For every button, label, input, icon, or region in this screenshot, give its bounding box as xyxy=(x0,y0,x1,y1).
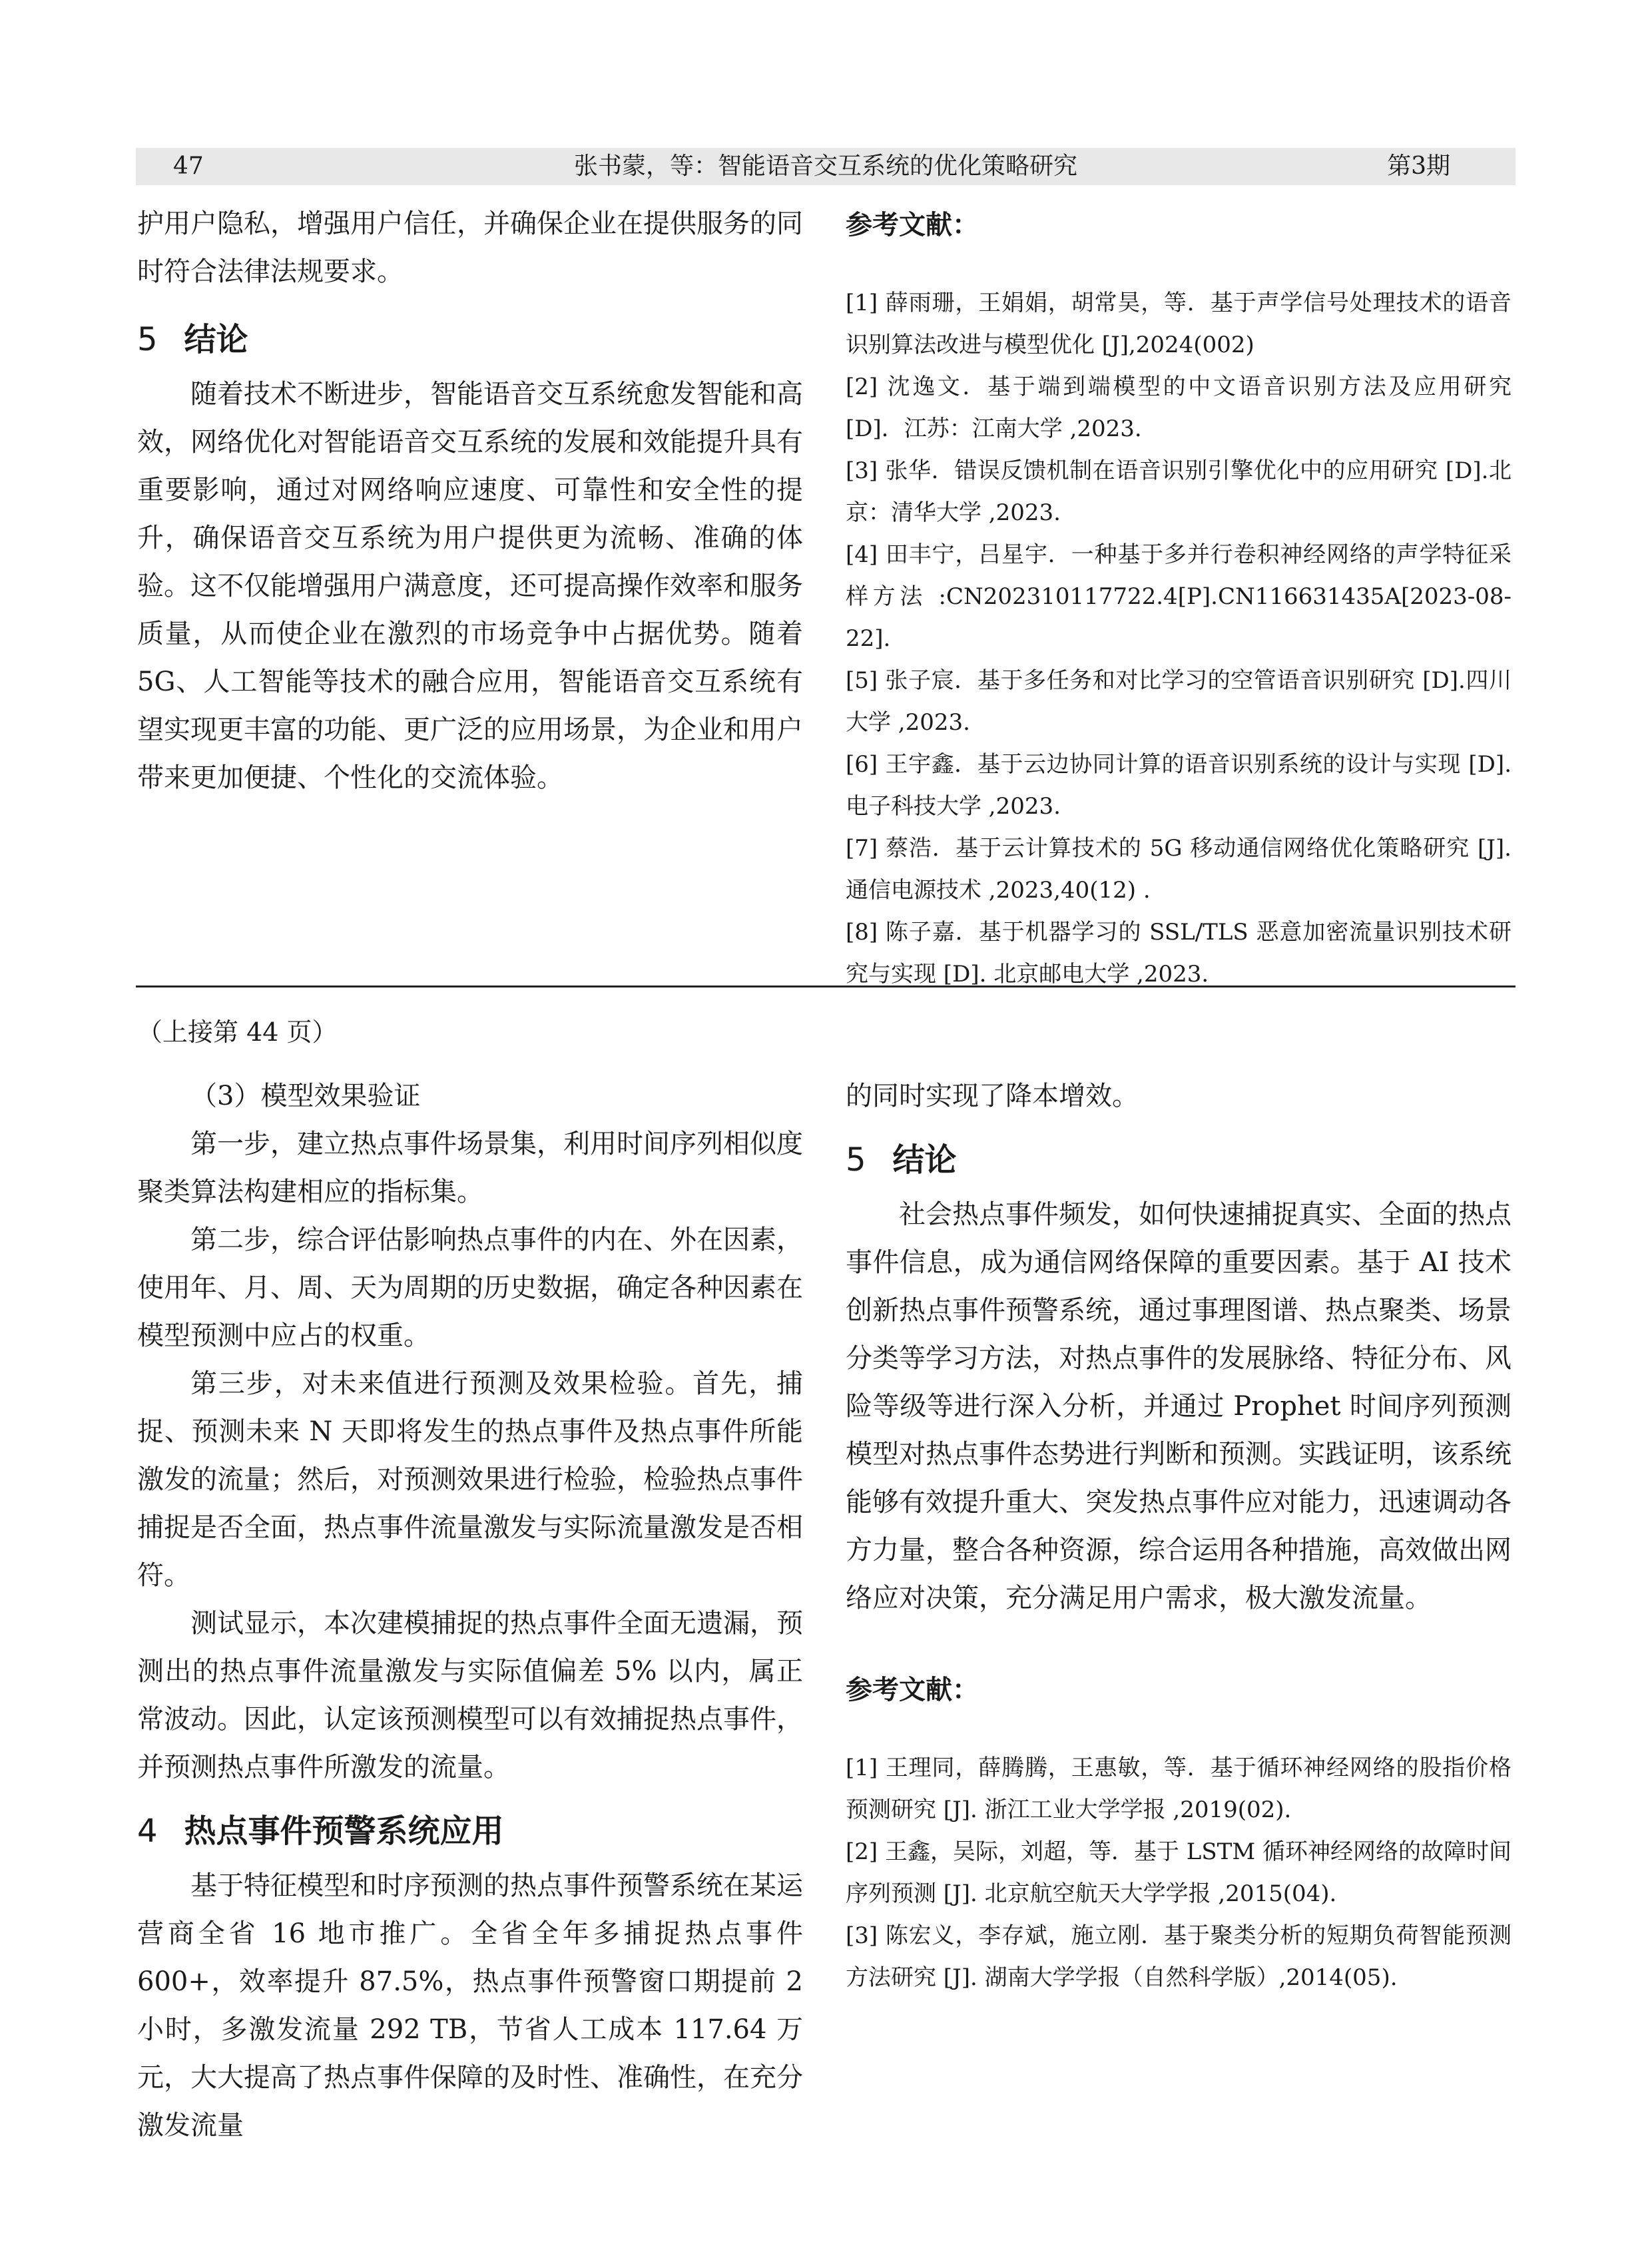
article-separator xyxy=(136,985,1515,987)
reference-item: [3] 张华．错误反馈机制在语音识别引擎优化中的应用研究 [D].北京：清华大学 ,2023. xyxy=(846,457,1512,526)
top-left-column xyxy=(137,200,803,802)
body-paragraph: 第一步，建立热点事件场景集，利用时间序列相似度聚类算法构建相应的指标集。 xyxy=(137,1129,803,1207)
reference-item: [5] 张子宸．基于多任务和对比学习的空管语音识别研究 [D].四川大学 ,2023. xyxy=(846,667,1512,736)
section-title: 热点事件预警系统应用 xyxy=(184,1813,504,1850)
body-paragraph: 第二步，综合评估影响热点事件的内在、外在因素，使用年、月、周、天为周期的历史数据，确定各种因素在模型预测中应占的权重。 xyxy=(137,1225,803,1351)
journal-article-title: 张书蒙，等：智能语音交互系统的优化策略研究 xyxy=(573,152,1077,180)
body-paragraph: 基于特征模型和时序预测的热点事件预警系统在某运营商全省 16 地市推广。全省全年多捕捉热点事件 600+，效率提升 87.5%，热点事件预警窗口期提前 2 小时，多激发流量 292 TB，节省人工成本 117.64 万元，大大提高了热点事件保障的及时性、准确性，在充分激发流量 xyxy=(137,1870,803,2141)
body-paragraph: 测试显示，本次建模捕捉的热点事件全面无遗漏，预测出的热点事件流量激发与实际值偏差 5% 以内，属正常波动。因此，认定该预测模型可以有效捕捉热点事件，并预测热点事件所激发的流量。 xyxy=(137,1608,803,1783)
section-number: 5 xyxy=(846,1141,866,1179)
running-header xyxy=(136,148,1515,185)
issue-number: 第3期 xyxy=(1387,152,1450,180)
continued-note: （上接第 44 页） xyxy=(137,1017,338,1047)
section-title: 结论 xyxy=(892,1141,957,1179)
bottom-left-column xyxy=(137,1072,803,2149)
section-heading xyxy=(846,1133,1512,1187)
section-heading xyxy=(137,313,803,366)
section-heading xyxy=(137,1805,803,1858)
section-number: 4 xyxy=(137,1813,158,1850)
subsection-heading: （3）模型效果验证 xyxy=(190,1081,421,1111)
references-title: 参考文献： xyxy=(846,1675,979,1705)
reference-item: [1] 薛雨珊，王娟娟，胡常昊，等．基于声学信号处理技术的语音识别算法改进与模型优化 [J],2024(002) xyxy=(846,290,1512,358)
reference-item: [4] 田丰宁，吕星宇．一种基于多并行卷积神经网络的声学特征采样方法 :CN202310117722.4[P].CN116631435A[2023-08-22]. xyxy=(846,541,1512,652)
reference-item: [2] 王鑫，吴际，刘超，等．基于 LSTM 循环神经网络的故障时间序列预测 [J]. 北京航空航天大学学报 ,2015(04). xyxy=(846,1838,1512,1907)
page-number: 47 xyxy=(173,152,204,180)
reference-item: [7] 蔡浩．基于云计算技术的 5G 移动通信网络优化策略研究 [J]. 通信电源技术 ,2023,40(12) . xyxy=(846,835,1512,904)
reference-item: [8] 陈子嘉．基于机器学习的 SSL/TLS 恶意加密流量识别技术研究与实现 [D]. 北京邮电大学 ,2023. xyxy=(846,919,1512,987)
body-paragraph: 的同时实现了降本增效。 xyxy=(846,1081,1139,1111)
body-paragraph: 社会热点事件频发，如何快速捕捉真实、全面的热点事件信息，成为通信网络保障的重要因素。基于 AI 技术创新热点事件预警系统，通过事理图谱、热点聚类、场景分类等学习方法，对热点事件的发展脉络、特征分布、风险等级等进行深入分析，并通过 Prophet 时间序列预测模型对热点事件态势进行判断和预测。实践证明，该系统能够有效提升重大、突发热点事件应对能力，迅速调动各方力量，整合各种资源，综合运用各种措施，高效做出网络应对决策，充分满足用户需求，极大激发流量。 xyxy=(846,1199,1512,1613)
section-title: 结论 xyxy=(184,321,248,358)
reference-item: [2] 沈逸文．基于端到端模型的中文语音识别方法及应用研究 [D]．江苏：江南大学 ,2023. xyxy=(846,374,1512,442)
reference-item: [1] 王理同，薛腾腾，王惠敏，等．基于循环神经网络的股指价格预测研究 [J]. 浙江工业大学学报 ,2019(02). xyxy=(846,1755,1512,1823)
references-title: 参考文献： xyxy=(846,210,979,240)
body-paragraph: 护用户隐私，增强用户信任，并确保企业在提供服务的同时符合法律法规要求。 xyxy=(137,208,803,287)
body-paragraph: 随着技术不断进步，智能语音交互系统愈发智能和高效，网络优化对智能语音交互系统的发展和效能提升具有重要影响，通过对网络响应速度、可靠性和安全性的提升，确保语音交互系统为用户提供更为流畅、准确的体验。这不仅能增强用户满意度，还可提高操作效率和服务质量，从而使企业在激烈的市场竞争中占据优势。随着5G、人工智能等技术的融合应用，智能语音交互系统有望实现更丰富的功能、更广泛的应用场景，为企业和用户带来更加便捷、个性化的交流体验。 xyxy=(137,379,803,793)
bottom-right-column xyxy=(846,1072,1512,1999)
top-references xyxy=(846,204,1512,995)
section-number: 5 xyxy=(137,321,158,358)
body-paragraph: 第三步，对未来值进行预测及效果检验。首先，捕捉、预测未来 N 天即将发生的热点事件及热点事件所能激发的流量；然后，对预测效果进行检验，检验热点事件捕捉是否全面，热点事件流量激发与实际流量激发是否相符。 xyxy=(137,1368,803,1591)
reference-item: [3] 陈宏义，李存斌，施立刚．基于聚类分析的短期负荷智能预测方法研究 [J]. 湖南大学学报（自然科学版）,2014(05). xyxy=(846,1922,1512,1991)
reference-item: [6] 王宇鑫．基于云边协同计算的语音识别系统的设计与实现 [D]. 电子科技大学 ,2023. xyxy=(846,751,1512,820)
